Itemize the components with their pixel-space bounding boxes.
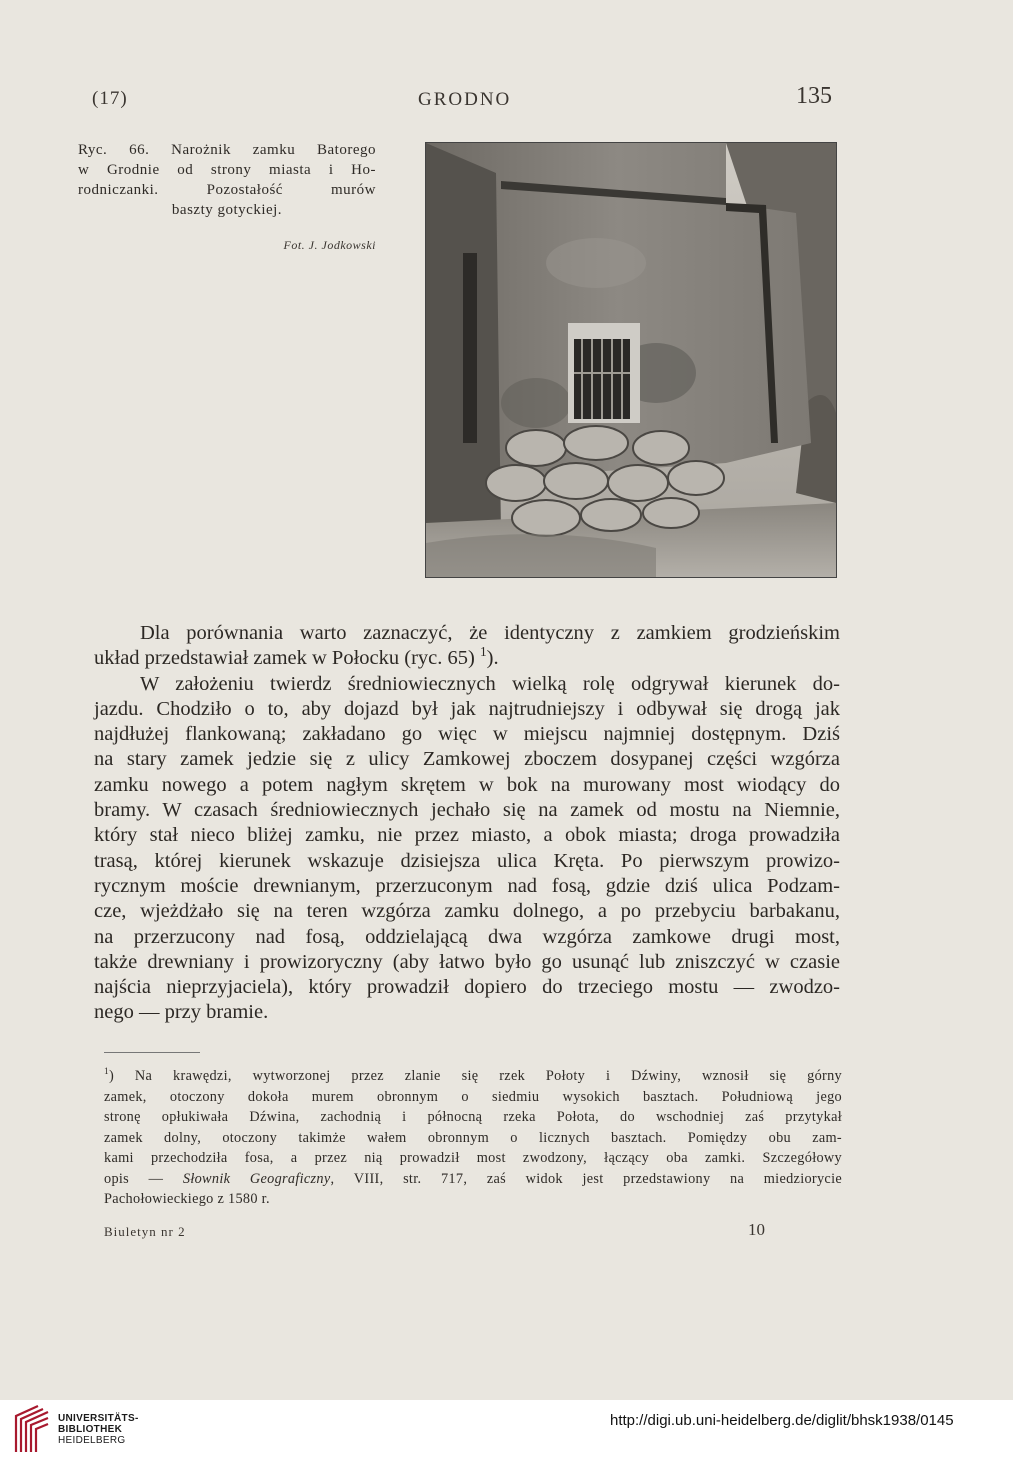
photo-credit: Fot. J. Jodkowski bbox=[283, 238, 376, 252]
footnote bbox=[104, 1066, 842, 1210]
header-section-number: (17) bbox=[92, 88, 128, 109]
paragraph-line bbox=[94, 621, 840, 646]
paragraph-line: jazdu. Chodziło o to, aby dojazd był jak najtrudniejszy i odbywał się drogą jak bbox=[94, 697, 840, 720]
paragraph-line: najścia nieprzyjaciela), który prowadził dopiero do trzeciego mostu — zwodzo- bbox=[94, 976, 840, 999]
paragraph-line: najdłużej flankowaną; zakładano go więc w miejscu najmniej dostępnym. Dziś bbox=[94, 723, 840, 746]
caption-line: Ryc. 66. Narożnik zamku Batorego bbox=[78, 142, 376, 158]
library-name-line: BIBLIOTHEK bbox=[58, 1424, 123, 1435]
footnote-line: zamek dolny, otoczony takimże wałem obronnym o licznych basztach. Pomiędzy obu zam- bbox=[104, 1129, 842, 1146]
footnote-divider bbox=[104, 1052, 200, 1053]
caption-line: rodniczanki. Pozostałość murów bbox=[78, 182, 376, 198]
library-footer bbox=[0, 1400, 1013, 1467]
paragraph-line: rycznym moście drewnianym, przerzuconym nad fosą, gdzie dziś ulica Podzam- bbox=[94, 874, 840, 897]
library-name-line: HEIDELBERG bbox=[58, 1435, 126, 1446]
paragraph-line: W założeniu twierdz średniowiecznych wielką rolę odgrywał kierunek do- bbox=[140, 672, 840, 695]
line-text: Dla porównania warto zaznaczyć, że identyczny z zamkiem grodzieńskim bbox=[140, 622, 840, 644]
cited-work-title: Słownik Geograficzny bbox=[182, 1170, 331, 1187]
paragraph-line bbox=[94, 646, 840, 671]
footnote-marker-close: ) bbox=[108, 1068, 115, 1084]
footnote-line: kami przechodziła fosa, a przez nią prowadził most zwodzony, łączący oba zamki. Szczegółowy bbox=[104, 1150, 842, 1166]
signature-mark: Biuletyn nr 2 bbox=[104, 1224, 186, 1239]
paragraph-line: bramy. W czasach średniowiecznych jechało się na zamek od mostu na Niemnie, bbox=[94, 799, 840, 822]
figure-caption bbox=[78, 140, 376, 220]
line-text: Na krawędzi, wytworzonej przez zlanie się rzek Połoty i Dźwiny, wznosił się górny bbox=[134, 1068, 842, 1084]
signature-number: 10 bbox=[748, 1220, 765, 1239]
footnote-marker: 1 bbox=[104, 1067, 109, 1078]
footnote-reference: 1 bbox=[479, 644, 487, 660]
paragraph-line: także drewniany i prowizoryczny (aby łatwo było go usunąć lub zniszczyć w czasie bbox=[94, 950, 840, 973]
footnote-line: Pachołowieckiego z 1580 r. bbox=[104, 1191, 270, 1207]
footnote-line bbox=[104, 1066, 842, 1087]
paragraph-line: cze, wjeżdżało się na teren wzgórza zamku dolnego, a po przebyciu barbakanu, bbox=[94, 900, 840, 923]
caption-line: baszty gotyckiej. bbox=[171, 202, 283, 218]
permalink-url[interactable]: http://digi.ub.uni-heidelberg.de/diglit/bhsk1938/0145 bbox=[610, 1412, 954, 1429]
footnote-line: zamek, otoczony dokoła murem obronnym o siedmiu wysokich basztach. Południową jego bbox=[104, 1088, 842, 1105]
footnote-line bbox=[104, 1169, 842, 1190]
footnote-line: stronę opłukiwała Dźwina, zachodnią i północną rzeka Połota, do wschodniej zaś przytykał bbox=[104, 1109, 842, 1125]
line-text: , VIII, str. 717, zaś widok jest przedstawiony na miedziorycie bbox=[330, 1170, 842, 1187]
caption-line: w Grodnie od strony miasta i Ho- bbox=[78, 162, 376, 178]
paragraph-line: nego — przy bramie. bbox=[94, 1001, 269, 1024]
header-running-title: GRODNO bbox=[418, 89, 512, 110]
paragraph-line: trasą, której kierunek wskazuje dzisiejsza ulica Kręta. Po pierwszym prowizo- bbox=[94, 849, 840, 872]
library-logo-icon bbox=[12, 1402, 52, 1456]
paragraph-line: który stał nieco bliżej zamku, nie przez miasto, a obok miasta; droga prowadziła bbox=[94, 824, 840, 847]
paragraph-line: na stary zamek jedzie się z ulicy Zamkowej zboczem dosypanej części wzgórza bbox=[94, 748, 840, 771]
library-name bbox=[58, 1413, 139, 1446]
library-name-line: UNIVERSITÄTS- bbox=[58, 1413, 139, 1424]
header-page-number: 135 bbox=[796, 83, 832, 109]
line-text: układ przedstawiał zamek w Połocku (ryc. 65) bbox=[94, 647, 475, 670]
body-text bbox=[94, 621, 840, 1026]
footnote-reference-close: ). bbox=[486, 647, 499, 670]
line-text: opis — bbox=[104, 1170, 183, 1187]
castle-wall-illustration bbox=[426, 143, 836, 577]
castle-corner-photo bbox=[425, 142, 837, 578]
paragraph-line: na przerzucony nad fosą, oddzielającą dwa wzgórza zamkowe drugi most, bbox=[94, 925, 840, 948]
paragraph-line: zamku nowego a potem nagłym skrętem w bok na murowany most wiodący do bbox=[94, 773, 840, 796]
